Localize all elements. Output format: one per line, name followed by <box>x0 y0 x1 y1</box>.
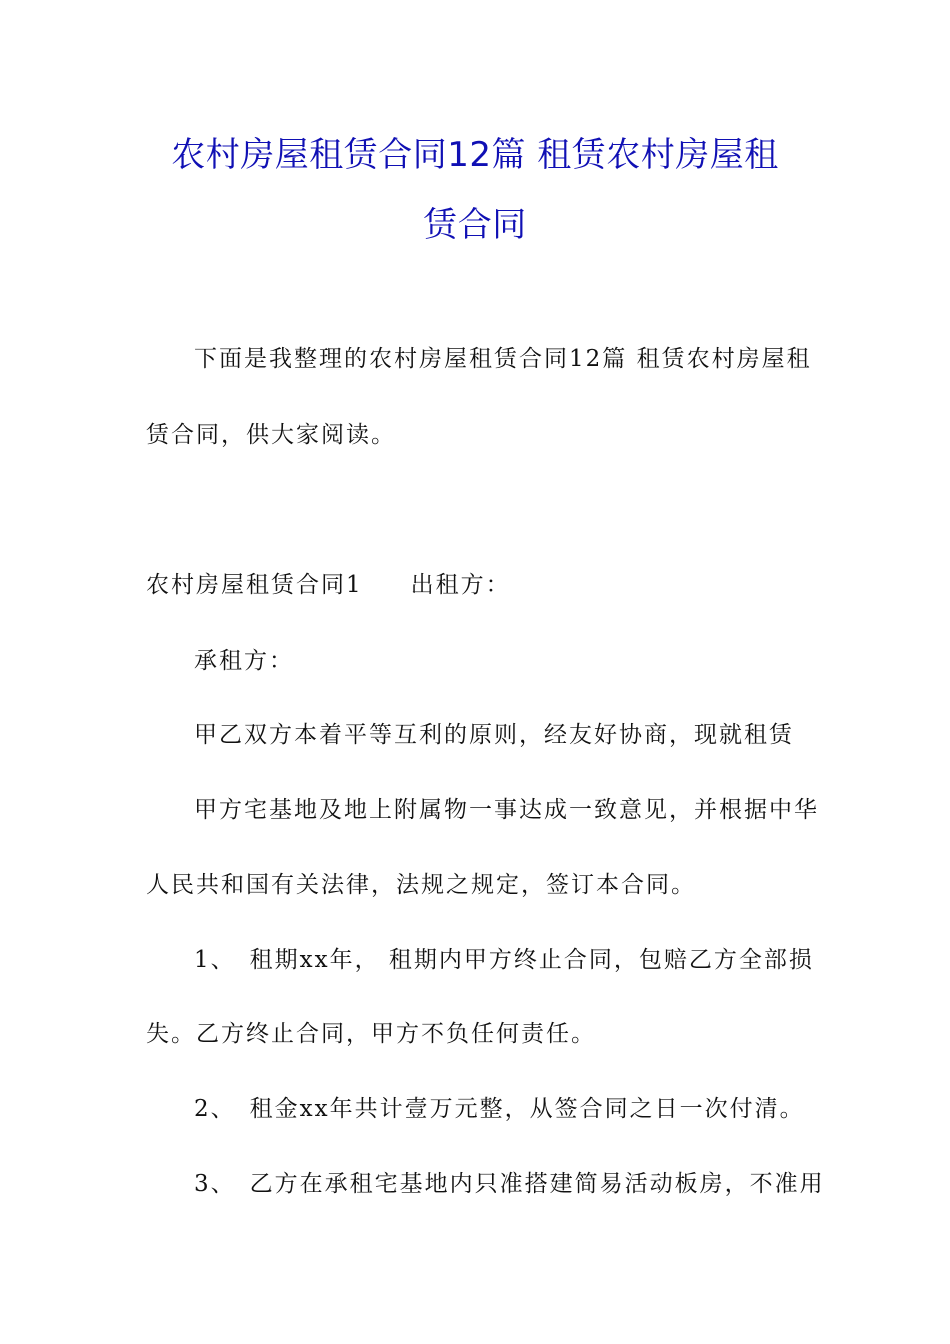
lessor-label: 出租方： <box>410 572 511 598</box>
contract-heading-row <box>146 574 511 597</box>
clause-2-line-1 <box>194 1098 805 1121</box>
document-title-line-1: 农村房屋租赁合同12篇 租赁农村房屋租 <box>171 135 779 175</box>
paragraph-2-line-1: 甲方宅基地及地上附属物一事达成一致意见，并根据中华 <box>194 797 819 823</box>
clause-3-line-1 <box>194 1173 825 1196</box>
clause-2-text: 租金xx年共计壹万元整，从签合同之日一次付清。 <box>249 1096 805 1122</box>
clause-1-text: 租期xx年， 租期内甲方终止合同，包赔乙方全部损 <box>249 947 814 973</box>
intro-line-1: 下面是我整理的农村房屋租赁合同12篇 租赁农村房屋租 <box>194 346 812 372</box>
clause-1-line-1 <box>194 949 814 972</box>
paragraph-2-line-2: 人民共和国有关法律，法规之规定，签订本合同。 <box>146 872 696 898</box>
intro-line-2: 赁合同，供大家阅读。 <box>146 422 396 448</box>
clause-2-number: 2、 <box>194 1096 236 1122</box>
document-title-line-2: 赁合同 <box>423 205 527 245</box>
clause-3-text: 乙方在承租宅基地内只准搭建简易活动板房，不准用 <box>249 1171 825 1197</box>
contract-heading: 农村房屋租赁合同1 <box>146 572 363 598</box>
paragraph-1: 甲乙双方本着平等互利的原则，经友好协商，现就租赁 <box>194 722 794 748</box>
clause-1-line-2: 失。乙方终止合同，甲方不负任何责任。 <box>146 1021 596 1047</box>
clause-1-number: 1、 <box>194 947 236 973</box>
clause-3-number: 3、 <box>194 1171 236 1197</box>
lessee-label: 承租方： <box>194 648 294 674</box>
